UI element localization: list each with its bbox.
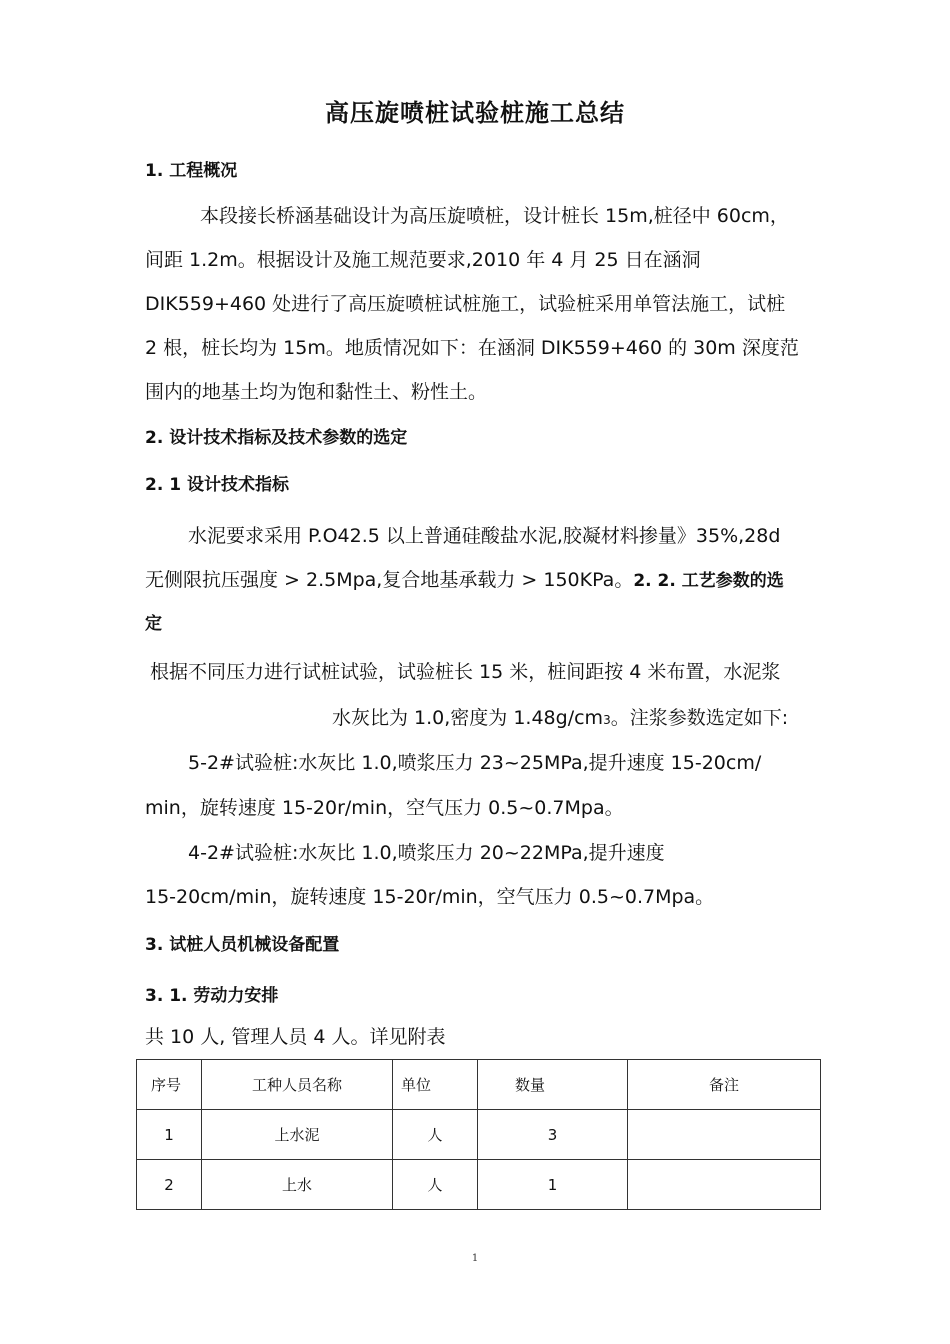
section-3-heading: 3. 试桩人员机械设备配置 — [145, 935, 340, 955]
table-cell: 1 — [478, 1160, 628, 1210]
section-2-2-heading: 2. 2. 工艺参数的选 — [633, 571, 784, 591]
page-number: 1 — [471, 1253, 479, 1264]
section-2-2-heading-cont: 定 — [145, 614, 162, 634]
table-cell — [628, 1110, 821, 1160]
table-header-cell: 序号 — [137, 1060, 202, 1110]
paragraph-line: 本段接长桥涵基础设计为高压旋喷桩，设计桩长 15m,桩径中 60cm， — [200, 205, 789, 227]
table-cell: 上水泥 — [202, 1110, 393, 1160]
table-cell — [628, 1160, 821, 1210]
paragraph-text: 水灰比为 1.0,密度为 1.48g/cm — [332, 707, 604, 729]
table-cell: 上水 — [202, 1160, 393, 1210]
paragraph-line: 间距 1.2m。根据设计及施工规范要求,2010 年 4 月 25 日在涵洞 — [145, 249, 701, 271]
paragraph-line: 围内的地基土均为饱和黏性土、粉性土。 — [145, 381, 488, 403]
section-1-heading: 1. 工程概况 — [145, 161, 238, 181]
table-cell: 人 — [393, 1110, 478, 1160]
paragraph-line: 5-2#试验桩:水灰比 1.0,喷浆压力 23~25MPa,提升速度 15-20cm/ — [188, 752, 762, 774]
document-title: 高压旋喷桩试验桩施工总结 — [325, 99, 625, 127]
table-header-cell: 数量 — [478, 1060, 628, 1110]
paragraph-line — [332, 703, 788, 730]
table-cell: 1 — [137, 1110, 202, 1160]
paragraph-line: 4-2#试验桩:水灰比 1.0,喷浆压力 20~22MPa,提升速度 — [188, 842, 665, 864]
paragraph-line: 2 根，桩长均为 15m。地质情况如下：在涵洞 DIK559+460 的 30m 深度范 — [145, 337, 799, 359]
table-row — [137, 1110, 821, 1160]
staff-table — [136, 1059, 821, 1210]
table-header-cell: 备注 — [628, 1060, 821, 1110]
table-cell: 3 — [478, 1110, 628, 1160]
paragraph-line: 水泥要求采用 P.O42.5 以上普通硅酸盐水泥,胶凝材料掺量》35%,28d — [188, 525, 781, 547]
paragraph-line: 共 10 人, 管理人员 4 人。详见附表 — [145, 1026, 446, 1048]
paragraph-line: min，旋转速度 15-20r/min，空气压力 0.5~0.7Mpa。 — [145, 797, 624, 819]
section-3-1-heading: 3. 1. 劳动力安排 — [145, 986, 279, 1006]
paragraph-line — [145, 565, 784, 592]
paragraph-text: 。注浆参数选定如下: — [610, 707, 789, 729]
paragraph-line: 15-20cm/min，旋转速度 15-20r/min，空气压力 0.5~0.7Mpa。 — [145, 886, 715, 908]
paragraph-line: 根据不同压力进行试桩试验，试验桩长 15 米，桩间距按 4 米布置，水泥浆 — [150, 661, 781, 683]
table-row — [137, 1160, 821, 1210]
table-header-cell: 单位 — [393, 1060, 478, 1110]
section-2-heading: 2. 设计技术指标及技术参数的选定 — [145, 428, 408, 448]
table-cell: 人 — [393, 1160, 478, 1210]
table-cell: 2 — [137, 1160, 202, 1210]
section-2-1-heading: 2. 1 设计技术指标 — [145, 475, 289, 495]
table-header-cell: 工种人员名称 — [202, 1060, 393, 1110]
superscript: 3 — [603, 713, 611, 727]
paragraph-line: DIK559+460 处进行了高压旋喷桩试桩施工，试验桩采用单管法施工，试桩 — [145, 293, 786, 315]
table-header-row — [137, 1060, 821, 1110]
paragraph-text: 无侧限抗压强度 > 2.5Mpa,复合地基承载力 > 150KPa。 — [145, 569, 634, 591]
